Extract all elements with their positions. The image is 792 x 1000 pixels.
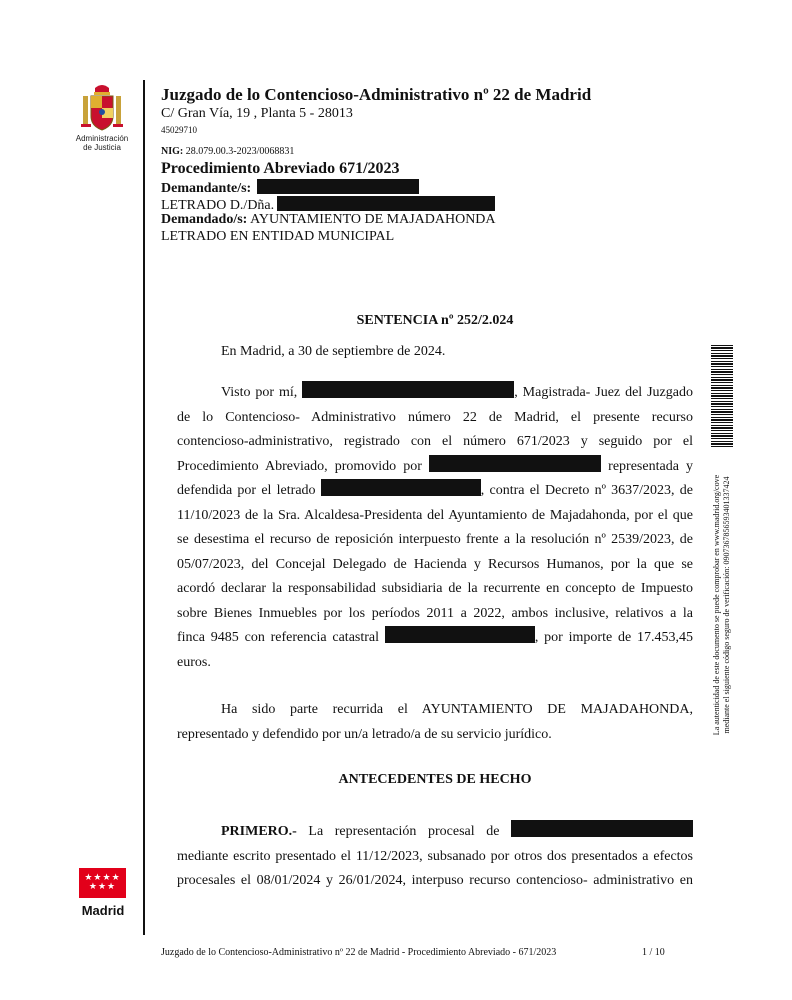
paragraph-recurrida: Ha sido parte recurrida el AYUNTAMIENTO DE MAJADAHONDA, representado y defendido por un/a letrado/a de su servicio jurídico.	[177, 702, 693, 742]
header-divider	[143, 80, 145, 935]
redaction-box	[302, 381, 514, 398]
court-name: Juzgado de lo Contencioso-Administrativo nº 22 de Madrid	[161, 85, 592, 104]
redaction-box	[511, 820, 693, 837]
sentence-title: SENTENCIA nº 252/2.024	[356, 313, 514, 328]
defendant-lawyer-line: LETRADO EN ENTIDAD MUNICIPAL	[161, 229, 395, 244]
redaction-box	[321, 479, 481, 496]
paragraph-primero: PRIMERO.- La representación procesal de mediante escrito presentado el 11/12/2023, subsanado por otros dos presentados a efectos procesales el 08/01/2024 y 26/01/2024, interpuso recurso contencioso- administrativo en	[177, 820, 693, 894]
paragraph-visto: Visto por mí, , Magistrada- Juez del Juzgado de lo Contencioso- Administrativo número 22 de Madrid, el presente recurso contencioso-administrativo, registrado con el número 671/2023 y seguido por el Procedimiento Abreviado, promovido por representada y defendida por el letrado , contra el Decreto nº 3637/2023, de 11/10/2023 de la Sra. Alcaldesa-Presidenta del Ayuntamiento de Majadahonda, por el que se desestima el recurso de reposición interpuesto frente a la resolución nº 2539/2023, de 05/07/2023, del Concejal Delegado de Hacienda y Recursos Humanos, por la que se acordó declarar la responsabilidad subsidiaria de la recurrente en concepto de Impuesto sobre Bienes Inmuebles por los períodos 2011 a 2022, ambos inclusive, relativos a la finca 9485 con referencia catastral , por importe de 17.453,45 euros.	[177, 381, 693, 675]
sentence-date: En Madrid, a 30 de septiembre de 2024.	[221, 344, 446, 359]
verification-note: La autenticidad de este documento se puede comprobar en www.madrid.org/cove mediante el siguiente código seguro de verificación: 0907367856593401337424	[712, 474, 731, 736]
page-footer: Juzgado de lo Contencioso-Administrativo nº 22 de Madrid - Procedimiento Abreviado - 671/2023	[161, 947, 557, 958]
redaction-box	[277, 196, 495, 211]
page-number: 1 / 10	[642, 947, 665, 958]
defendant-line: Demandado/s: AYUNTAMIENTO DE MAJADAHONDA	[161, 212, 496, 227]
court-address: C/ Gran Vía, 19 , Planta 5 - 28013	[161, 106, 353, 121]
madrid-flag-logo	[79, 868, 126, 898]
administracion-justicia-label: Administración de Justicia	[75, 134, 129, 152]
stars-icon: ★★★★ ★★★	[84, 873, 121, 892]
coat-of-arms-logo	[79, 82, 125, 134]
procedure-title: Procedimiento Abreviado 671/2023	[161, 160, 400, 177]
nig-line: NIG: 28.079.00.3-2023/0068831	[161, 146, 295, 157]
lawyer-line: LETRADO D./Dña.	[161, 196, 495, 214]
redaction-box	[385, 626, 535, 643]
verification-barcode	[711, 345, 733, 447]
madrid-wordmark: Madrid	[81, 903, 125, 918]
redaction-box	[429, 455, 601, 472]
court-code: 45029710	[161, 125, 197, 135]
plaintiff-line: Demandante/s:	[161, 179, 419, 197]
antecedentes-heading: ANTECEDENTES DE HECHO	[338, 772, 532, 787]
redaction-box	[257, 179, 419, 194]
